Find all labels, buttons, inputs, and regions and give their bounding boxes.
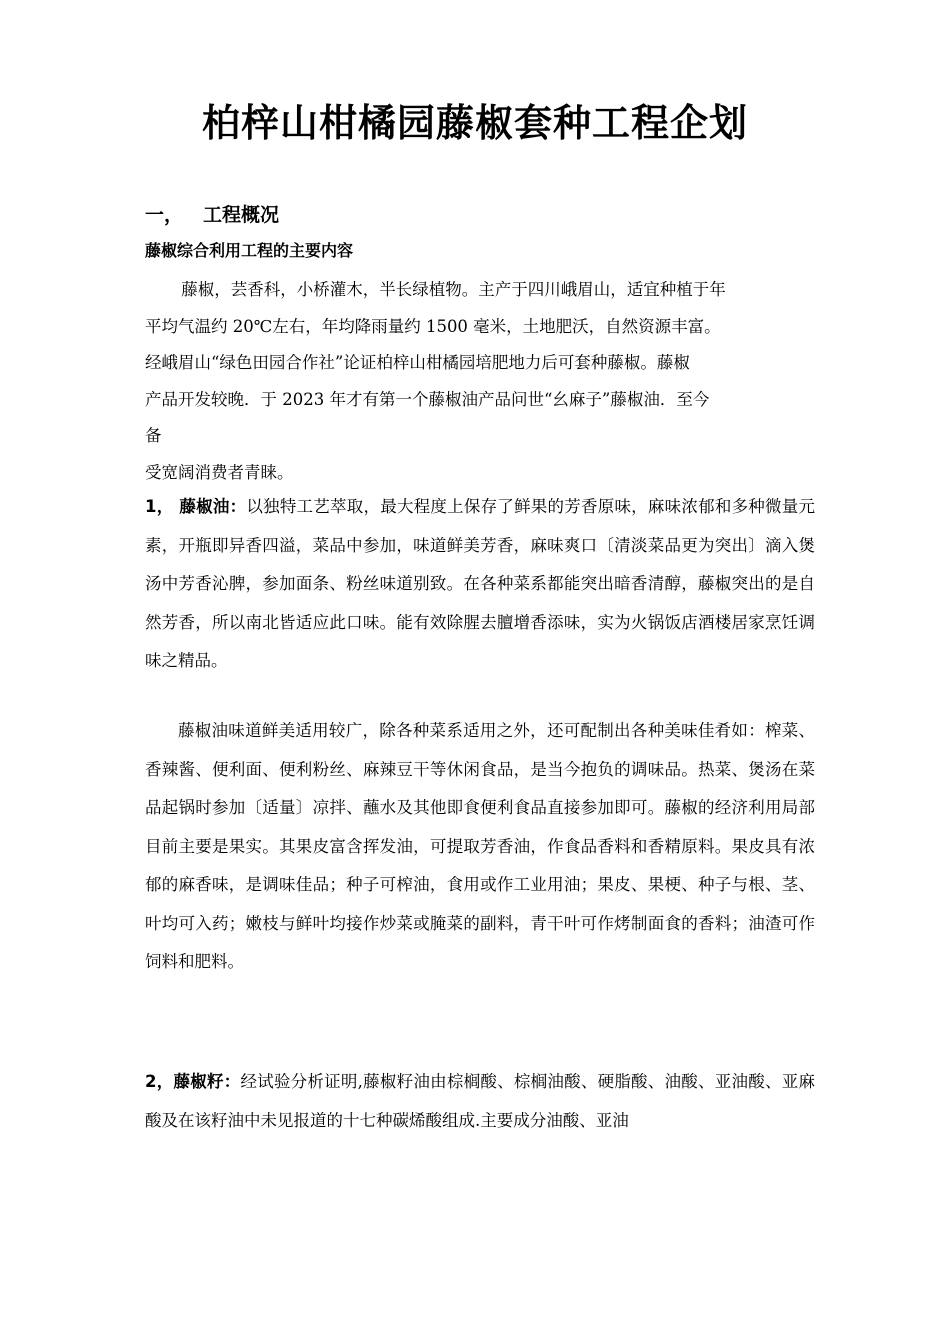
item-1-paragraph — [145, 488, 815, 681]
item-2-label: 2，藤椒籽： — [145, 1072, 241, 1091]
section-heading — [145, 200, 279, 227]
section-title: 工程概况 — [203, 204, 280, 226]
intro-line: 备 — [145, 426, 162, 445]
item-2-text: 经试验分析证明,藤椒籽油由棕榈酸、棕榈油酸、硬脂酸、油酸、亚油酸、亚麻酸及在该籽油中未见报道的十七种碳烯酸组成.主要成分油酸、亚油 — [145, 1072, 815, 1130]
intro-line: 藤椒，芸香科，小桥灌木，半长绿植物。主产于四川峨眉山，适宜种植于年 — [181, 280, 726, 299]
subheading: 藤椒综合利用工程的主要内容 — [145, 241, 354, 260]
document-title: 柏梓山柑橘园藤椒套种工程企划 — [201, 101, 748, 145]
intro-line: 平均气温约 20℃左右，年均降雨量约 1500 毫米，土地肥沃，自然资源丰富。 — [145, 316, 721, 336]
item-2-paragraph — [145, 1063, 815, 1140]
paragraph-2: 藤椒油味道鲜美适用较广，除各种菜系适用之外，还可配制出各种美味佳肴如：榨菜、香辣酱、便利面、便利粉丝、麻辣豆干等休闲食品，是当今抱负的调味品。热菜、煲汤在菜品起锅时参加〔适量〕凉拌、蘸水及其他即食便利食品直接参加即可。藤椒的经济利用局部目前主要是果实。其果皮富含挥发油，可提取芳香油，作食品香料和香精原料。果皮具有浓郁的麻香味，是调味佳品；种子可榨油，食用或作工业用油；果皮、果梗、种子与根、茎、叶均可入药；嫩枝与鲜叶均接作炒菜或腌菜的副料，青干叶可作烤制面食的香料；油渣可作饲料和肥料。 — [145, 721, 815, 971]
item-1-label: 1， 藤椒油： — [145, 497, 247, 516]
intro-line: 产品开发较晚．于 2023 年才有第一个藤椒油产品问世“幺麻子”藤椒油．至今 — [145, 389, 710, 409]
item-1-text: 以独特工艺萃取，最大程度上保存了鲜果的芳香原味，麻味浓郁和多种微量元素，开瓶即异香四溢，菜品中参加，味道鲜美芳香，麻味爽口〔清淡菜品更为突出〕滴入煲汤中芳香沁脾，参加面条、粉丝味道别致。在各种菜系都能突出暗香清醇，藤椒突出的是自然芳香，所以南北皆适应此口味。能有效除腥去膻增香添味，实为火锅饭店酒楼居家烹饪调味之精品。 — [145, 497, 816, 670]
intro-line: 经峨眉山“绿色田园合作社”论证柏梓山柑橘园培肥地力后可套种藤椒。藤椒 — [145, 353, 690, 372]
section-number: 一， — [145, 204, 184, 226]
intro-tail: 受宽阔消费者青睐。 — [145, 463, 294, 482]
intro-paragraph — [145, 272, 815, 455]
